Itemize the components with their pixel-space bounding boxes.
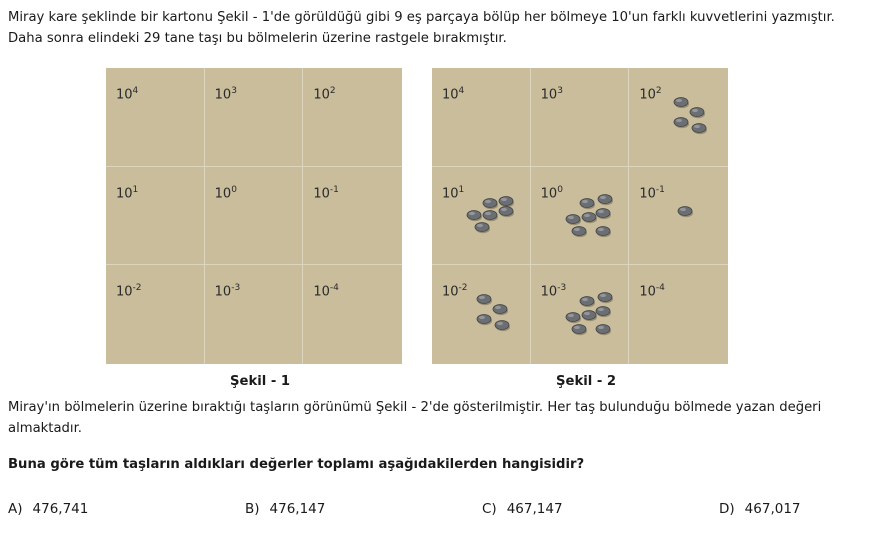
grid2-cell [531, 167, 630, 266]
stone-group [629, 68, 727, 166]
grid1-cell [205, 167, 304, 266]
option-value: 467,017 [744, 501, 801, 517]
power-exponent: 0 [557, 184, 563, 195]
stone [467, 210, 482, 221]
option-value: 467,147 [506, 501, 563, 517]
power-base: 10 [442, 284, 459, 300]
power-exponent: -4 [655, 283, 665, 294]
power-base: 10 [442, 185, 459, 201]
stone [580, 198, 595, 209]
figure-1-caption: Şekil - 1 [230, 374, 291, 389]
stone [596, 226, 611, 237]
power-label [313, 185, 339, 201]
grid2-cell [531, 265, 630, 364]
power-label [116, 283, 142, 299]
stone-group [531, 167, 629, 265]
power-base: 10 [214, 87, 232, 103]
power-base: 10 [639, 87, 656, 103]
power-exponent: 4 [132, 86, 139, 96]
power-exponent: -3 [557, 283, 567, 294]
stone [483, 210, 498, 221]
grid2-cell [629, 265, 728, 364]
figure-2-description: Miray'ın bölmelerin üzerine bıraktığı taşların görünümü Şekil - 2'de gösterilmiştir. Her taş bulunduğu bölmede yazan değeri almaktadır. [8, 400, 822, 436]
power-label [215, 185, 237, 201]
grid2-cell [629, 68, 728, 167]
figure-2-caption: Şekil - 2 [556, 374, 617, 389]
power-exponent: -3 [231, 283, 241, 294]
question-text: Buna göre tüm taşların aldıkları değerler toplamı aşağıdakilerden hangisidir? [8, 457, 585, 472]
grid2-cell [432, 68, 531, 167]
stone [572, 325, 587, 336]
power-base: 10 [442, 87, 459, 103]
power-base: 10 [313, 284, 330, 300]
stone-group [432, 167, 530, 265]
power-base: 10 [639, 284, 656, 300]
stone [596, 325, 611, 336]
stone [598, 293, 613, 304]
stone [493, 305, 508, 316]
power-exponent: 1 [458, 184, 465, 195]
stone [475, 222, 490, 233]
option-letter: B) [245, 501, 260, 517]
power-exponent: 4 [458, 86, 465, 96]
grid2-cell [432, 265, 531, 364]
power-label [116, 86, 138, 102]
option-a[interactable] [8, 501, 88, 517]
stone [692, 124, 707, 135]
grid1-cell [106, 68, 205, 167]
power-label [313, 283, 339, 299]
power-label [215, 86, 237, 102]
stone [580, 297, 595, 308]
stone [572, 226, 587, 237]
power-base: 10 [313, 87, 330, 103]
power-exponent: 2 [655, 86, 662, 96]
stone [596, 208, 611, 219]
power-base: 10 [116, 185, 133, 201]
grid1-cell [106, 167, 205, 266]
stone [499, 206, 514, 217]
power-base: 10 [540, 284, 558, 300]
stone [582, 212, 597, 223]
power-base: 10 [540, 185, 558, 201]
problem-intro-text: Miray kare şeklinde bir kartonu Şekil - 1'de görüldüğü gibi 9 eş parçaya bölüp her bölmeye 10'un farklı kuvvetlerini yazmıştır. Daha sonra elindeki 29 tane taşı bu bölmelerin üzerine rastgele bırakmıştır. [8, 10, 835, 46]
grid1-cell [303, 68, 402, 167]
stone [477, 295, 492, 306]
power-base: 10 [214, 185, 232, 201]
figure-1-grid [106, 68, 402, 364]
stone [674, 98, 689, 109]
stone [566, 313, 581, 324]
stone [582, 311, 597, 322]
power-exponent: -4 [329, 283, 339, 294]
stone [477, 315, 492, 326]
power-base: 10 [116, 284, 133, 300]
power-label [215, 283, 241, 299]
grid1-cell [303, 265, 402, 364]
grid1-cell [303, 167, 402, 266]
stone-group [531, 265, 629, 363]
option-value: 476,147 [269, 501, 326, 517]
power-exponent: 3 [557, 86, 563, 96]
stone-group [432, 265, 530, 363]
stone [678, 206, 693, 217]
figure-2-grid [432, 68, 728, 364]
stone [499, 196, 514, 207]
option-b[interactable] [245, 501, 325, 517]
power-exponent: -1 [655, 184, 665, 195]
power-base: 10 [214, 284, 232, 300]
power-exponent: -2 [132, 283, 142, 294]
grid1-cell [205, 68, 304, 167]
power-exponent: -2 [458, 283, 468, 294]
stone [690, 108, 705, 119]
stone [483, 198, 498, 209]
stone [596, 307, 611, 318]
power-label [116, 185, 138, 201]
power-label [541, 86, 563, 102]
option-c[interactable] [482, 501, 563, 517]
grid2-cell [531, 68, 630, 167]
grid1-cell [106, 265, 205, 364]
power-exponent: 0 [231, 184, 237, 195]
grid2-cell [432, 167, 531, 266]
power-label [442, 86, 464, 102]
option-letter: C) [482, 501, 497, 517]
stone [566, 214, 581, 225]
power-exponent: 2 [329, 86, 336, 96]
grid1-cell [205, 265, 304, 364]
power-label [639, 283, 665, 299]
power-base: 10 [116, 87, 133, 103]
option-letter: D) [719, 501, 735, 517]
power-label [313, 86, 335, 102]
power-base: 10 [639, 185, 656, 201]
stone [495, 321, 510, 332]
stone-group [629, 167, 727, 265]
option-letter: A) [8, 501, 23, 517]
option-d[interactable] [719, 501, 801, 517]
stone [598, 194, 613, 205]
power-exponent: -1 [329, 184, 339, 195]
grid2-cell [629, 167, 728, 266]
option-value: 476,741 [32, 501, 89, 517]
stone [674, 118, 689, 129]
power-exponent: 3 [231, 86, 237, 96]
power-base: 10 [313, 185, 330, 201]
power-exponent: 1 [132, 184, 139, 195]
power-base: 10 [540, 87, 558, 103]
